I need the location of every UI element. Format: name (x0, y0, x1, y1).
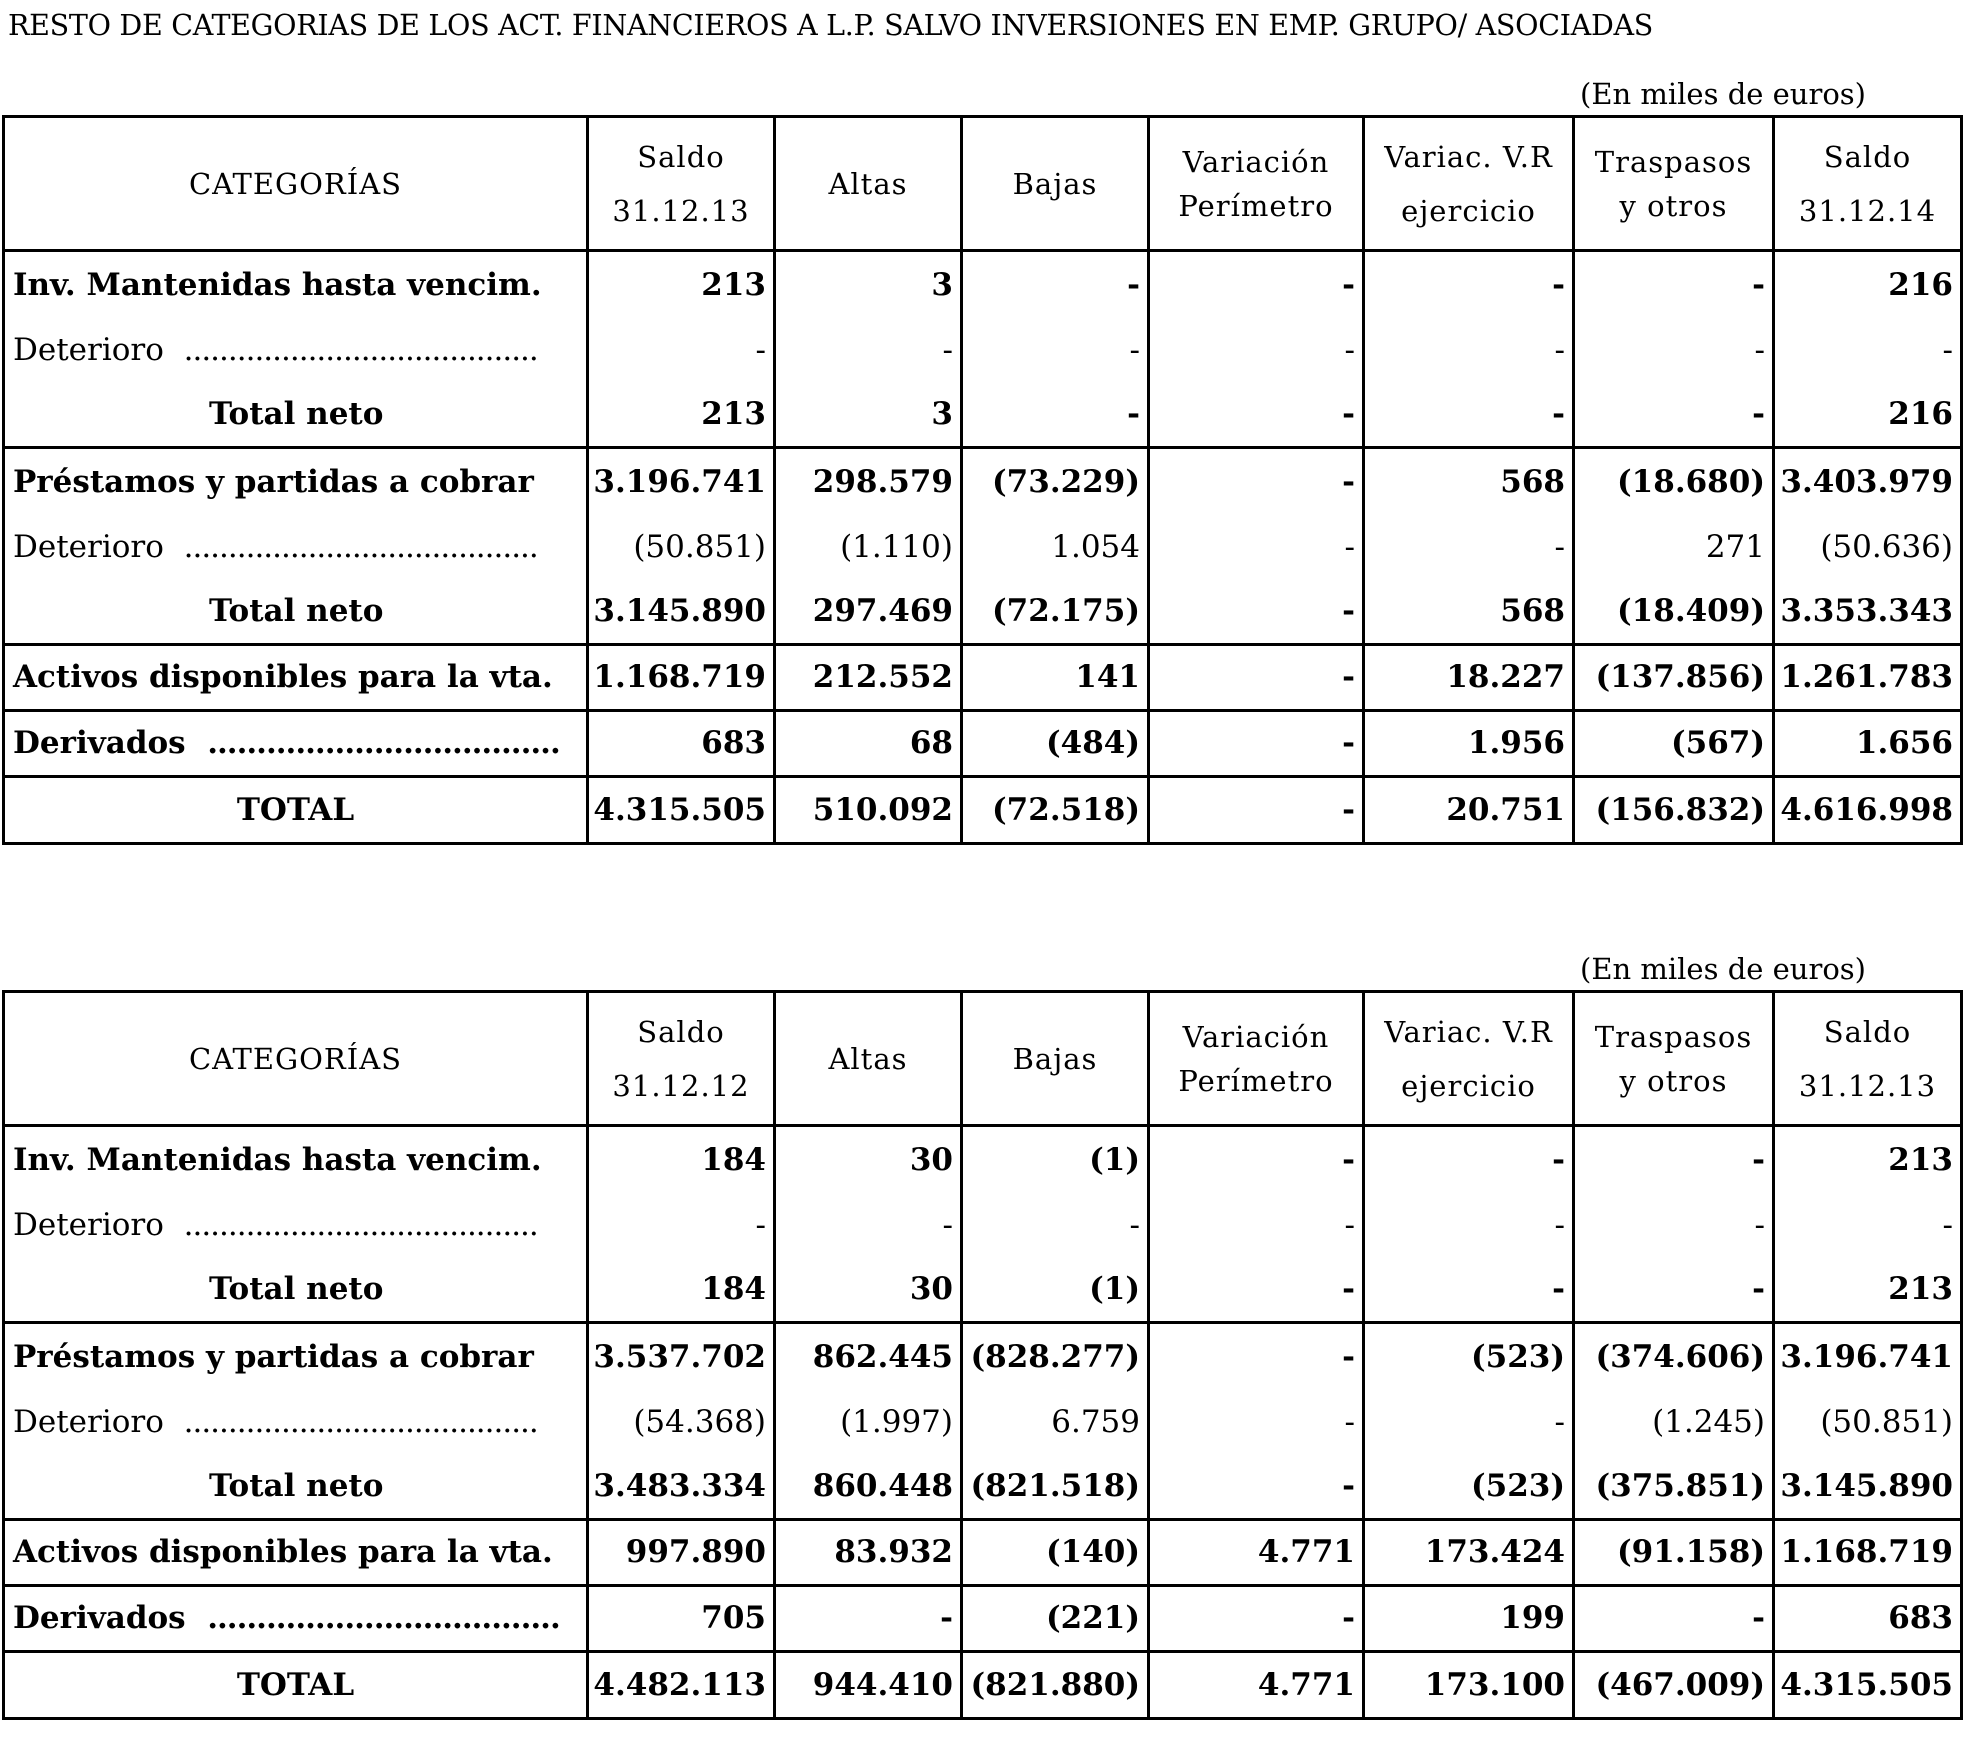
cell-value: 297.469 (775, 580, 962, 645)
cell-value: - (1364, 251, 1574, 319)
cell-value: 1.656 (1774, 711, 1962, 777)
cell-value: 568 (1364, 580, 1574, 645)
header-categorias: CATEGORÍAS (4, 117, 588, 251)
cell-value: - (1574, 1586, 1774, 1652)
cell-value: - (1574, 383, 1774, 448)
row-label: TOTAL (4, 777, 588, 844)
cell-value: 683 (1774, 1586, 1962, 1652)
row-label: Inv. Mantenidas hasta vencim. (4, 1126, 588, 1194)
cell-value: - (1774, 318, 1962, 383)
cell-value: 1.956 (1364, 711, 1574, 777)
cell-value: 3.196.741 (588, 448, 775, 516)
cell-value: 30 (775, 1126, 962, 1194)
cell-value: 4.482.113 (588, 1652, 775, 1719)
cell-value: (828.277) (962, 1323, 1149, 1391)
cell-value: 199 (1364, 1586, 1574, 1652)
cell-value: - (1364, 1258, 1574, 1323)
cell-value: (375.851) (1574, 1455, 1774, 1520)
cell-value: - (1149, 1586, 1364, 1652)
cell-value: - (962, 251, 1149, 319)
cell-value: - (1774, 1193, 1962, 1258)
cell-value: 997.890 (588, 1520, 775, 1586)
table-row (4, 1258, 1962, 1323)
cell-value: 216 (1774, 251, 1962, 319)
table-row (4, 448, 1962, 516)
leader-dots: ........................................ (183, 1404, 538, 1440)
cell-value: (54.368) (588, 1390, 775, 1455)
cell-value: 1.168.719 (1774, 1520, 1962, 1586)
cell-value: - (1149, 448, 1364, 516)
cell-value: (18.680) (1574, 448, 1774, 516)
cell-value: 1.168.719 (588, 645, 775, 711)
cell-value: 862.445 (775, 1323, 962, 1391)
header-saldo-final: Saldo 31.12.14 (1774, 117, 1962, 251)
total-row (4, 1652, 1962, 1719)
cell-value: (467.009) (1574, 1652, 1774, 1719)
cell-value: 683 (588, 711, 775, 777)
cell-value: - (1149, 383, 1364, 448)
header-traspasos: Traspasos y otros (1574, 117, 1774, 251)
leader-dots: ........................................ (183, 529, 538, 565)
cell-value: 6.759 (962, 1390, 1149, 1455)
cell-value: - (588, 1193, 775, 1258)
cell-value: 213 (588, 251, 775, 319)
cell-value: 68 (775, 711, 962, 777)
header-variac-vr: Variac. V.R ejercicio (1364, 992, 1574, 1126)
cell-value: 30 (775, 1258, 962, 1323)
header-saldo-inicial: Saldo 31.12.12 (588, 992, 775, 1126)
cell-value: 3.483.334 (588, 1455, 775, 1520)
cell-value: - (775, 1193, 962, 1258)
cell-value: 4.771 (1149, 1520, 1364, 1586)
cell-value: - (1364, 318, 1574, 383)
cell-value: 271 (1574, 515, 1774, 580)
cell-value: 20.751 (1364, 777, 1574, 844)
cell-value: 212.552 (775, 645, 962, 711)
table-row (4, 1520, 1962, 1586)
table-row (4, 1193, 1962, 1258)
cell-value: 213 (1774, 1126, 1962, 1194)
cell-value: (374.606) (1574, 1323, 1774, 1391)
cell-value: 3.196.741 (1774, 1323, 1962, 1391)
table-row (4, 383, 1962, 448)
cell-value: (18.409) (1574, 580, 1774, 645)
row-label: Total neto (4, 1455, 588, 1520)
row-label: Total neto (4, 1258, 588, 1323)
cell-value: (821.880) (962, 1652, 1149, 1719)
cell-value: (50.636) (1774, 515, 1962, 580)
header-categorias: CATEGORÍAS (4, 992, 588, 1126)
cell-value: 705 (588, 1586, 775, 1652)
table-row (4, 1390, 1962, 1455)
row-label: Préstamos y partidas a cobrar (4, 448, 588, 516)
leader-dots: .................................... (207, 725, 560, 761)
total-row (4, 777, 1962, 844)
cell-value: - (1364, 1126, 1574, 1194)
cell-value: 213 (1774, 1258, 1962, 1323)
cell-value: 213 (588, 383, 775, 448)
row-label: Préstamos y partidas a cobrar (4, 1323, 588, 1391)
cell-value: 568 (1364, 448, 1574, 516)
cell-value: 860.448 (775, 1455, 962, 1520)
cell-value: - (962, 318, 1149, 383)
row-label: Inv. Mantenidas hasta vencim. (4, 251, 588, 319)
cell-value: - (1149, 1323, 1364, 1391)
cell-value: (50.851) (588, 515, 775, 580)
cell-value: - (1574, 318, 1774, 383)
cell-value: - (1149, 1126, 1364, 1194)
cell-value: (1.997) (775, 1390, 962, 1455)
cell-value: (91.158) (1574, 1520, 1774, 1586)
document-title: RESTO DE CATEGORIAS DE LOS ACT. FINANCIEROS A L.P. SALVO INVERSIONES EN EMP. GRUPO/ ASOCIADAS (8, 9, 1654, 42)
cell-value: (221) (962, 1586, 1149, 1652)
table-row (4, 645, 1962, 711)
cell-value: (484) (962, 711, 1149, 777)
cell-value: - (1149, 318, 1364, 383)
cell-value: 3 (775, 251, 962, 319)
cell-value: - (588, 318, 775, 383)
cell-value: 1.261.783 (1774, 645, 1962, 711)
cell-value: (50.851) (1774, 1390, 1962, 1455)
cell-value: 4.315.505 (588, 777, 775, 844)
cell-value: - (1149, 580, 1364, 645)
cell-value: - (1574, 1258, 1774, 1323)
table-row (4, 1586, 1962, 1652)
table-row (4, 1455, 1962, 1520)
header-row (4, 117, 1962, 251)
header-saldo-final: Saldo 31.12.13 (1774, 992, 1962, 1126)
leader-dots: ........................................ (183, 1207, 538, 1243)
header-bajas: Bajas (962, 992, 1149, 1126)
cell-value: - (775, 1586, 962, 1652)
leader-dots: ........................................ (183, 332, 538, 368)
header-variacion-perimetro: Variación Perímetro (1149, 992, 1364, 1126)
cell-value: 3.145.890 (1774, 1455, 1962, 1520)
cell-value: 4.616.998 (1774, 777, 1962, 844)
cell-value: 184 (588, 1126, 775, 1194)
cell-value: - (962, 1193, 1149, 1258)
cell-value: - (1574, 251, 1774, 319)
cell-value: (1) (962, 1126, 1149, 1194)
header-variac-vr: Variac. V.R ejercicio (1364, 117, 1574, 251)
cell-value: (523) (1364, 1323, 1574, 1391)
cell-value: 4.315.505 (1774, 1652, 1962, 1719)
cell-value: - (1149, 251, 1364, 319)
cell-value: - (1364, 383, 1574, 448)
table-row (4, 515, 1962, 580)
cell-value: - (1149, 645, 1364, 711)
leader-dots: .................................... (207, 1600, 560, 1636)
cell-value: - (1149, 1258, 1364, 1323)
row-label: Deterioro ........................................ (4, 318, 588, 383)
row-label: Deterioro ........................................ (4, 1193, 588, 1258)
cell-value: 298.579 (775, 448, 962, 516)
cell-value: 3.353.343 (1774, 580, 1962, 645)
cell-value: (73.229) (962, 448, 1149, 516)
row-label: Derivados .................................... (4, 1586, 588, 1652)
row-label: Deterioro ........................................ (4, 515, 588, 580)
cell-value: (72.175) (962, 580, 1149, 645)
cell-value: - (1149, 1390, 1364, 1455)
cell-value: 141 (962, 645, 1149, 711)
cell-value: - (1364, 515, 1574, 580)
table-row (4, 580, 1962, 645)
cell-value: - (1574, 1126, 1774, 1194)
cell-value: - (775, 318, 962, 383)
cell-value: 1.054 (962, 515, 1149, 580)
cell-value: (1.110) (775, 515, 962, 580)
cell-value: (821.518) (962, 1455, 1149, 1520)
cell-value: - (1149, 515, 1364, 580)
cell-value: - (1149, 777, 1364, 844)
cell-value: (1) (962, 1258, 1149, 1323)
cell-value: 3.145.890 (588, 580, 775, 645)
row-label: Derivados .................................... (4, 711, 588, 777)
cell-value: 3.537.702 (588, 1323, 775, 1391)
cell-value: (523) (1364, 1455, 1574, 1520)
row-label: Activos disponibles para la vta. (4, 645, 588, 711)
cell-value: - (962, 383, 1149, 448)
cell-value: 3.403.979 (1774, 448, 1962, 516)
movements-table-2013 (2, 990, 1963, 1720)
cell-value: 510.092 (775, 777, 962, 844)
cell-value: 184 (588, 1258, 775, 1323)
table-row (4, 1323, 1962, 1391)
cell-value: - (1149, 1193, 1364, 1258)
cell-value: - (1364, 1193, 1574, 1258)
header-saldo-inicial: Saldo 31.12.13 (588, 117, 775, 251)
cell-value: - (1574, 1193, 1774, 1258)
row-label: Activos disponibles para la vta. (4, 1520, 588, 1586)
cell-value: 18.227 (1364, 645, 1574, 711)
row-label: Total neto (4, 580, 588, 645)
unit-note: (En miles de euros) (1580, 952, 1866, 986)
movements-table-2014 (2, 115, 1963, 845)
unit-note: (En miles de euros) (1580, 77, 1866, 111)
header-altas: Altas (775, 117, 962, 251)
cell-value: (72.518) (962, 777, 1149, 844)
row-label: TOTAL (4, 1652, 588, 1719)
header-bajas: Bajas (962, 117, 1149, 251)
table-row (4, 1126, 1962, 1194)
cell-value: (156.832) (1574, 777, 1774, 844)
cell-value: 3 (775, 383, 962, 448)
cell-value: 83.932 (775, 1520, 962, 1586)
table-row (4, 318, 1962, 383)
header-variacion-perimetro: Variación Perímetro (1149, 117, 1364, 251)
cell-value: (137.856) (1574, 645, 1774, 711)
cell-value: 173.100 (1364, 1652, 1574, 1719)
cell-value: 4.771 (1149, 1652, 1364, 1719)
cell-value: 173.424 (1364, 1520, 1574, 1586)
cell-value: (1.245) (1574, 1390, 1774, 1455)
row-label: Total neto (4, 383, 588, 448)
table-row (4, 251, 1962, 319)
header-altas: Altas (775, 992, 962, 1126)
header-traspasos: Traspasos y otros (1574, 992, 1774, 1126)
cell-value: 944.410 (775, 1652, 962, 1719)
row-label: Deterioro ........................................ (4, 1390, 588, 1455)
cell-value: - (1364, 1390, 1574, 1455)
cell-value: - (1149, 1455, 1364, 1520)
cell-value: (567) (1574, 711, 1774, 777)
cell-value: - (1149, 711, 1364, 777)
cell-value: (140) (962, 1520, 1149, 1586)
header-row (4, 992, 1962, 1126)
cell-value: 216 (1774, 383, 1962, 448)
table-row (4, 711, 1962, 777)
